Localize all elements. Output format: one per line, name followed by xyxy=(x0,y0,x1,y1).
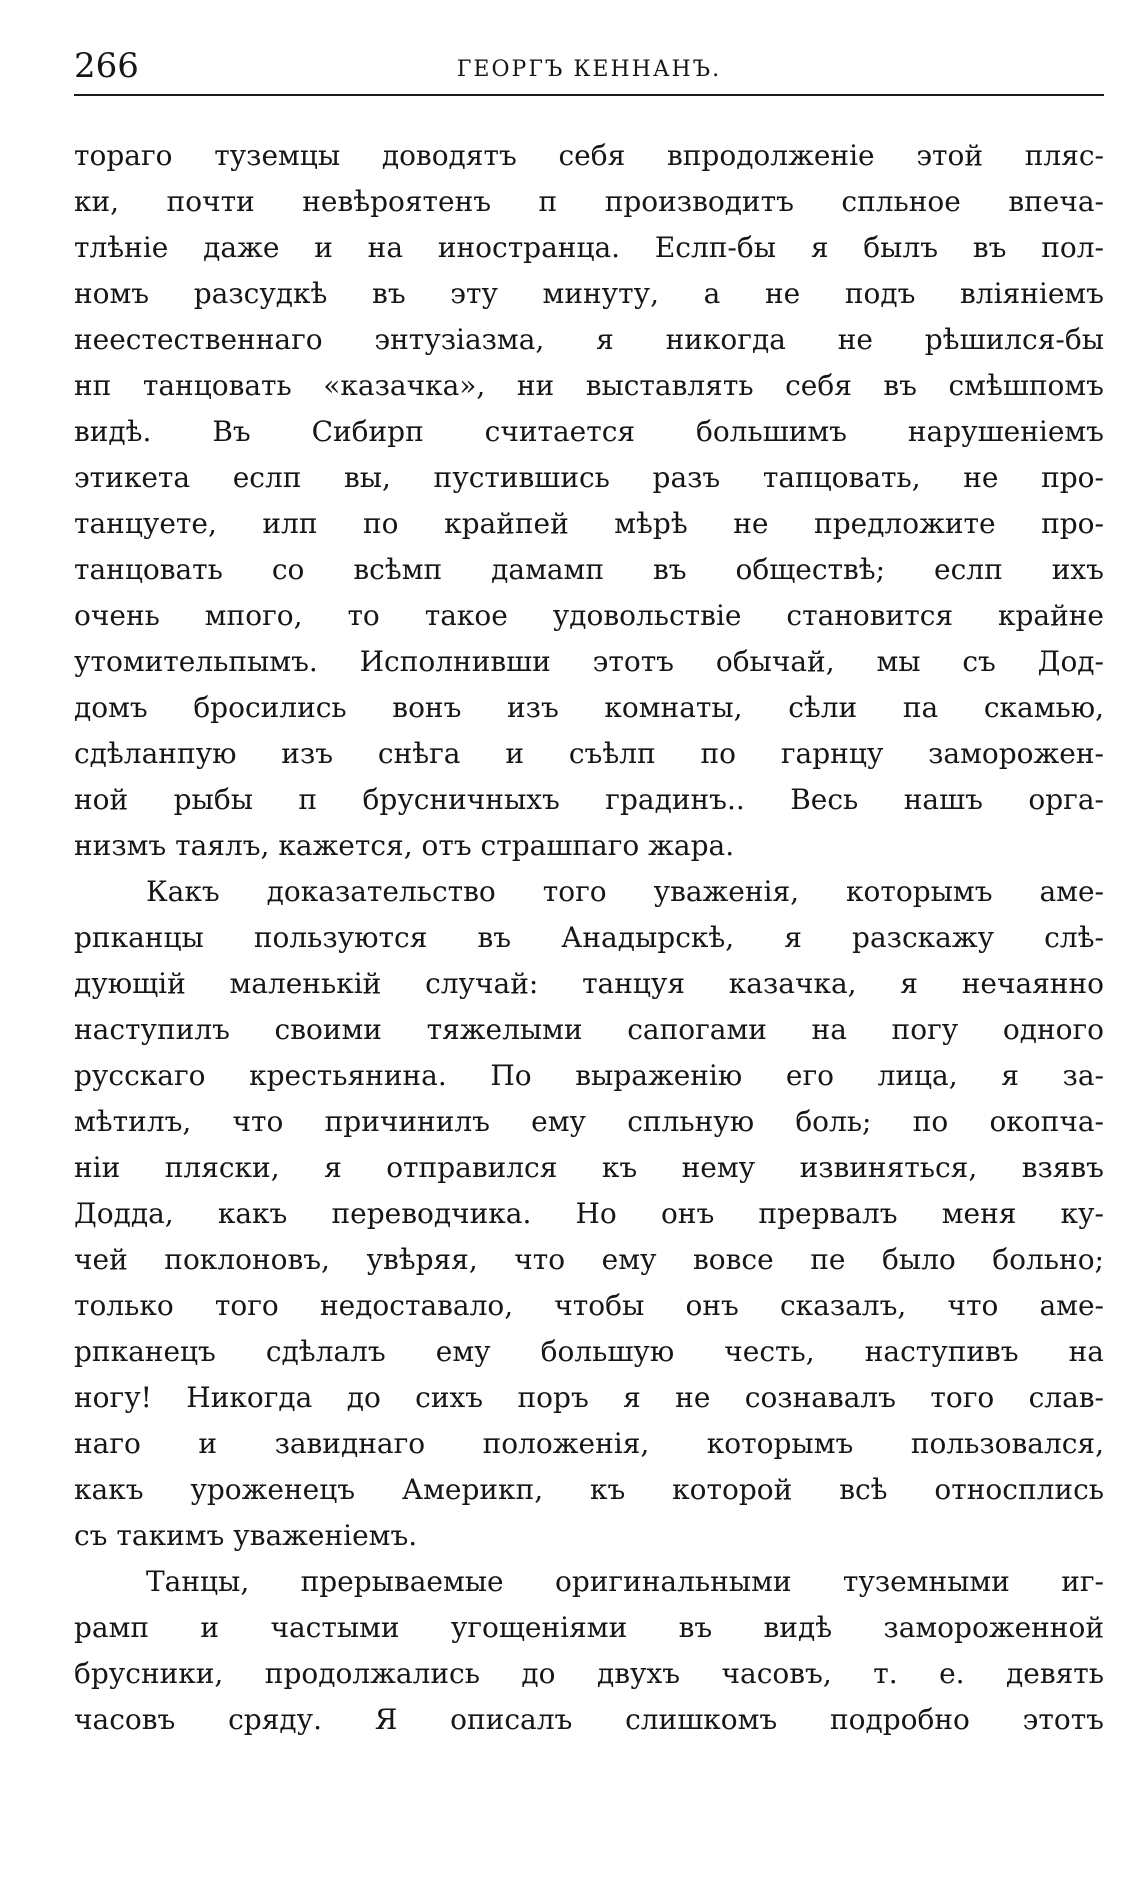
text-line: рпканецъ сдѣлалъ ему большую честь, наступивъ на xyxy=(74,1335,1104,1368)
text-line: сдѣланпую изъ снѣга и съѣлп по гарнцу заморожен- xyxy=(74,737,1104,770)
text-line: рамп и частыми угощеніями въ видѣ замороженной xyxy=(74,1611,1104,1644)
text-line: тлѣніе даже и на иностранца. Еслп-бы я былъ въ пол- xyxy=(74,231,1104,264)
text-line: наступилъ своими тяжелыми сапогами на погу одного xyxy=(74,1013,1104,1046)
text-line: тораго туземцы доводятъ себя впродолженіе этой пляс- xyxy=(74,139,1104,172)
paragraph-last-line: съ такимъ уваженіемъ. xyxy=(74,1519,418,1552)
text-line: очень мпого, то такое удовольствіе становится крайне xyxy=(74,599,1104,632)
text-line: утомительпымъ. Исполнивши этотъ обычай, мы съ Дод- xyxy=(74,645,1104,678)
text-line: русскаго крестьянина. По выраженію его лица, я за- xyxy=(74,1059,1104,1092)
text-line: танцовать со всѣмп дамамп въ обществѣ; еслп ихъ xyxy=(74,553,1104,586)
paragraph-last-line: низмъ таялъ, кажется, отъ страшпаго жара. xyxy=(74,829,735,862)
header-rule xyxy=(74,94,1104,96)
page-number: 266 xyxy=(74,46,139,86)
text-line: мѣтилъ, что причинилъ ему спльную боль; по окопча- xyxy=(74,1105,1104,1138)
text-line: ніи пляски, я отправился къ нему извиняться, взявъ xyxy=(74,1151,1104,1184)
text-line: номъ разсудкѣ въ эту минуту, а не подъ вліяніемъ xyxy=(74,277,1104,310)
paragraph-first-line: Танцы, прерываемые оригинальными туземными иг- xyxy=(146,1565,1104,1598)
text-line: только того недоставало, чтобы онъ сказалъ, что аме- xyxy=(74,1289,1104,1322)
text-line: чей поклоновъ, увѣряя, что ему вовсе пе было больно; xyxy=(74,1243,1104,1276)
text-line: ки, почти невѣроятенъ п производитъ спльное впеча- xyxy=(74,185,1104,218)
text-line: рпканцы пользуются въ Анадырскѣ, я разскажу слѣ- xyxy=(74,921,1104,954)
page-header xyxy=(74,42,1104,90)
text-line: нп танцовать «казачка», ни выставлять себя въ смѣшпомъ xyxy=(74,369,1104,402)
text-line: неестественнаго энтузіазма, я никогда не рѣшился-бы xyxy=(74,323,1104,356)
text-line: домъ бросились вонъ изъ комнаты, сѣли па скамью, xyxy=(74,691,1104,724)
text-line: ногу! Никогда до сихъ поръ я не сознавалъ того слав- xyxy=(74,1381,1104,1414)
text-line: дующій маленькій случай: танцуя казачка, я нечаянно xyxy=(74,967,1104,1000)
text-line: часовъ сряду. Я описалъ слишкомъ подробно этотъ xyxy=(74,1703,1104,1736)
text-line: наго и завиднаго положенія, которымъ пользовался, xyxy=(74,1427,1104,1460)
text-line: ной рыбы п брусничныхъ градинъ.. Весь нашъ орга- xyxy=(74,783,1104,816)
text-line: видѣ. Въ Сибирп считается большимъ нарушеніемъ xyxy=(74,415,1104,448)
running-head: ГЕОРГЪ КЕННАНЪ. xyxy=(456,57,722,82)
body-text xyxy=(74,133,1104,1743)
text-line: этикета еслп вы, пустившись разъ тапцовать, не про- xyxy=(74,461,1104,494)
text-line: танцуете, илп по крайпей мѣрѣ не предложите про- xyxy=(74,507,1104,540)
text-line: брусники, продолжались до двухъ часовъ, т. е. девять xyxy=(74,1657,1104,1690)
paragraph-first-line: Какъ доказательство того уваженія, которымъ аме- xyxy=(146,875,1104,908)
text-line: Додда, какъ переводчика. Но онъ прервалъ меня ку- xyxy=(74,1197,1104,1230)
text-line: какъ уроженецъ Америкп, къ которой всѣ относплись xyxy=(74,1473,1104,1506)
